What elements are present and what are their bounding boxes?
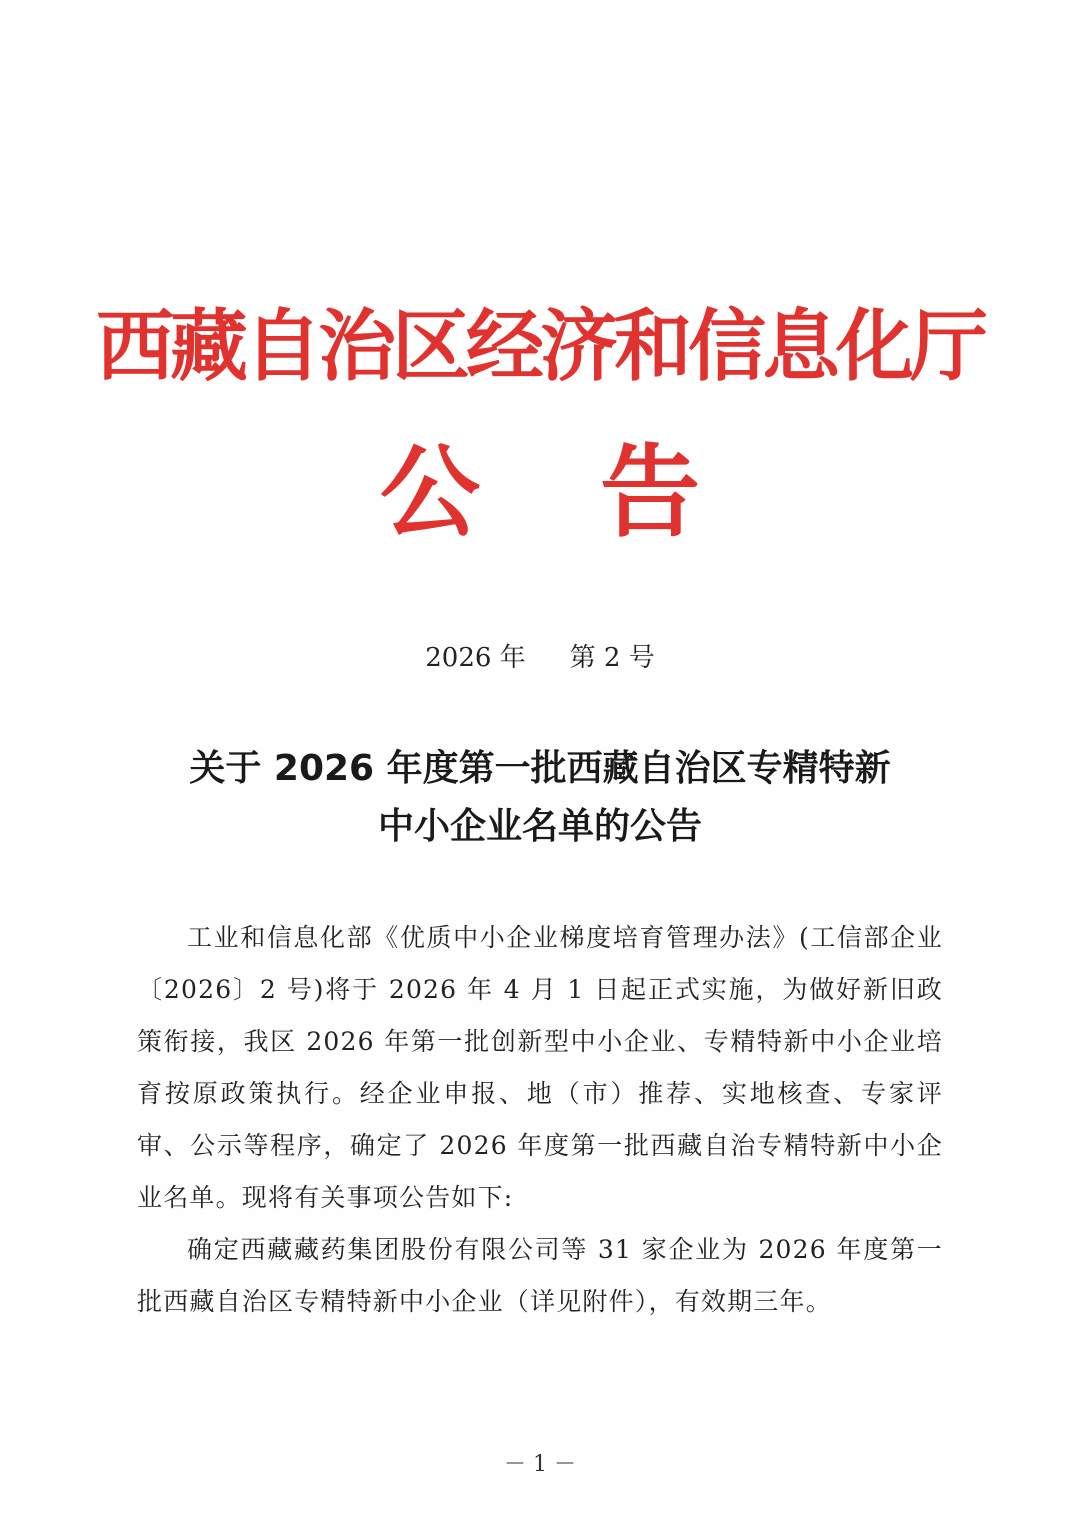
document-year: 2026 年 [425,643,526,673]
announcement-title [120,740,960,856]
document-type-char-2: 告 [600,433,700,551]
document-type-heading [0,432,1080,552]
title-line-2: 中小企业名单的公告 [377,806,702,847]
body-paragraph-1: 工业和信息化部《优质中小企业梯度培育管理办法》(工信部企业〔2026〕2 号)将于 2026 年 4 月 1 日起正式实施，为做好新旧政策衔接，我区 2026 年第一批创新型中小企业、专精特新中小企业培育按原政策执行。经企业申报、地（市）推荐、实地核查、专家评审、公示等程序，确定了 2026 年度第一批西藏自治专精特新中小企业名单。现将有关事项公告如下: [137,923,943,1212]
document-type-char-1: 公 [380,433,480,551]
title-line-1: 关于 2026 年度第一批西藏自治区专精特新 [189,748,891,789]
page-number: － 1 － [504,1452,576,1477]
body-paragraph-2: 确定西藏藏药集团股份有限公司等 31 家企业为 2026 年度第一批西藏自治区专精特新中小企业（详见附件），有效期三年。 [137,1235,943,1316]
document-number [0,640,1080,676]
issuer-heading: 西藏自治区经济和信息化厅 [95,301,984,392]
document-issue-number: 第 2 号 [569,643,655,673]
announcement-body [137,912,943,1328]
